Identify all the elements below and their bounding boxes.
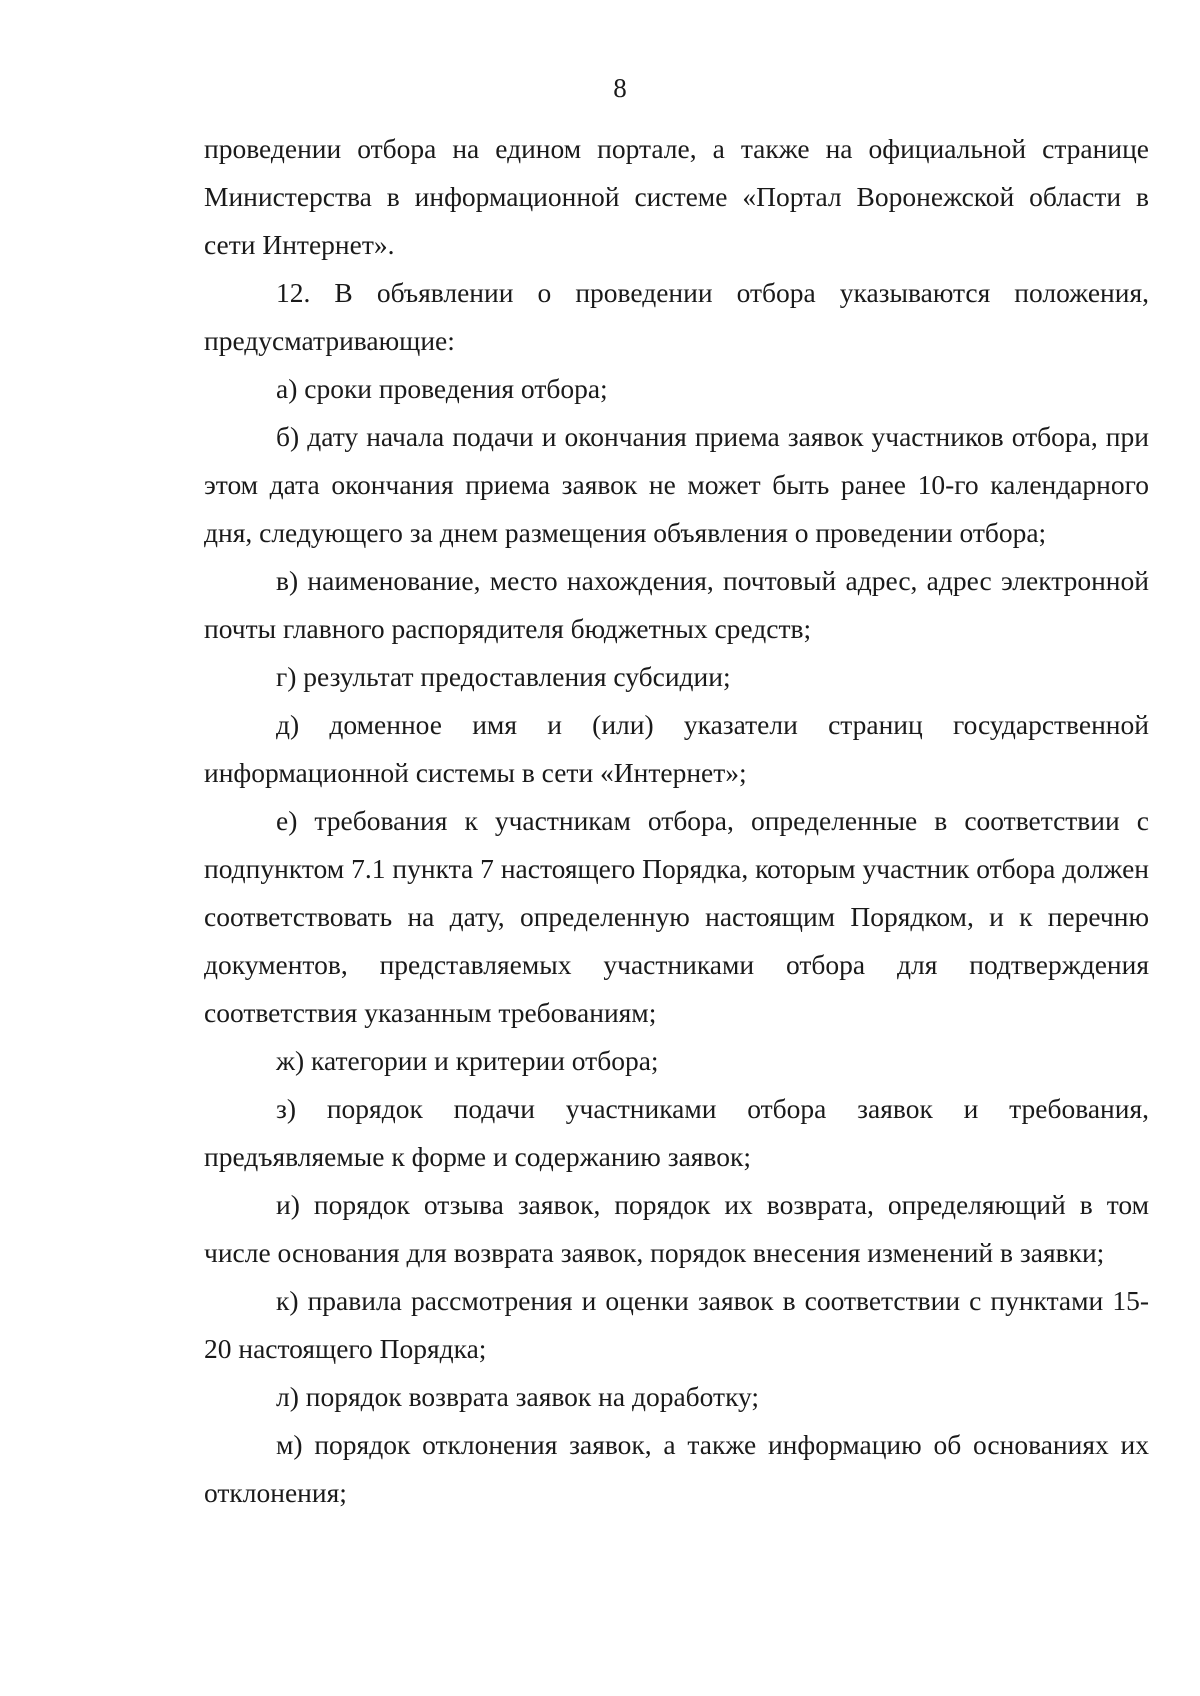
paragraph-continuation: проведении отбора на едином портале, а также на официальной странице Министерства в информационной системе «Портал Воронежской области в сети Интернет». [204,133,1149,260]
document-body [204,125,1149,1517]
page-number: 8 [613,73,627,103]
paragraph-item-12: 12. В объявлении о проведении отбора указываются положения, предусматривающие: [204,277,1149,356]
paragraph-item-k: к) правила рассмотрения и оценки заявок в соответствии с пунктами 15-20 настоящего Порядка; [204,1285,1149,1364]
paragraph-item-z: з) порядок подачи участниками отбора заявок и требования, предъявляемые к форме и содержанию заявок; [204,1093,1149,1172]
paragraph-item-l: л) порядок возврата заявок на доработку; [276,1381,760,1412]
paragraph-item-v: в) наименование, место нахождения, почтовый адрес, адрес электронной почты главного распорядителя бюджетных средств; [204,565,1149,644]
paragraph-item-b: б) дату начала подачи и окончания приема заявок участников отбора, при этом дата окончания приема заявок не может быть ранее 10-го календарного дня, следующего за днем размещения объявления о проведении отбора; [204,421,1149,548]
paragraph-item-a: а) сроки проведения отбора; [276,373,608,404]
paragraph-item-g: г) результат предоставления субсидии; [276,661,731,692]
paragraph-item-e: е) требования к участникам отбора, определенные в соответствии с подпунктом 7.1 пункта 7 настоящего Порядка, которым участник отбора должен соответствовать на дату, определенную настоящим Порядком, и к перечню документов, представляемых участниками отбора для подтверждения соответствия указанным требованиям; [204,805,1149,1028]
paragraph-item-m: м) порядок отклонения заявок, а также информацию об основаниях их отклонения; [204,1429,1149,1508]
paragraph-item-i: и) порядок отзыва заявок, порядок их возврата, определяющий в том числе основания для возврата заявок, порядок внесения изменений в заявки; [204,1189,1149,1268]
paragraph-item-zh: ж) категории и критерии отбора; [276,1045,659,1076]
paragraph-item-d: д) доменное имя и (или) указатели страниц государственной информационной системы в сети «Интернет»; [204,709,1149,788]
